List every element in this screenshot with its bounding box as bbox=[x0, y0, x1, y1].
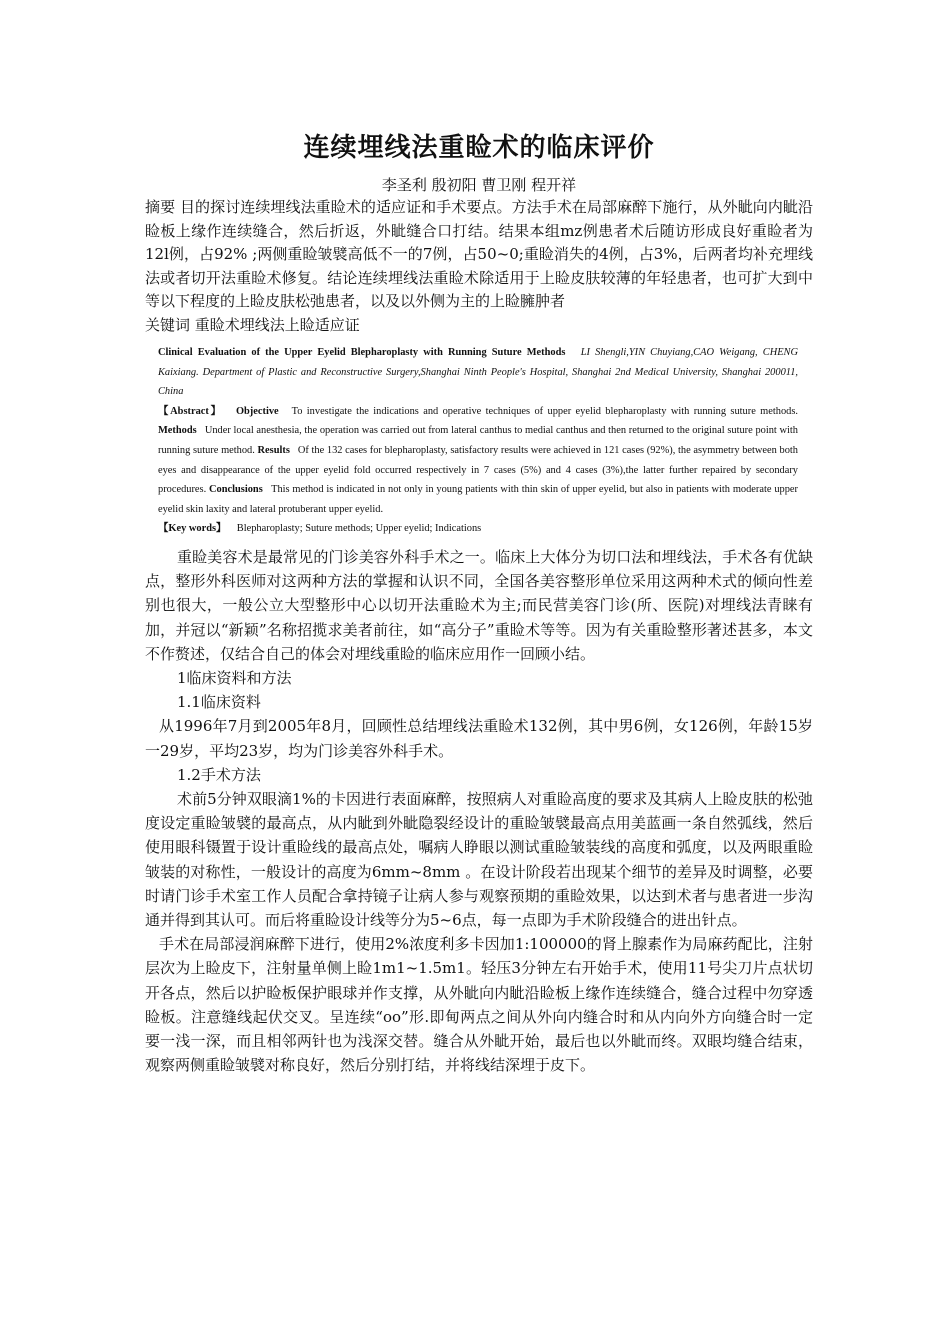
english-title: Clinical Evaluation of the Upper Eyelid Blepharoplasty with Running Suture Methods bbox=[158, 347, 566, 358]
article bbox=[145, 128, 813, 1077]
keywords-chinese: 关键词 重睑术埋线法上睑适应证 bbox=[145, 315, 360, 334]
objective-label: Objective bbox=[235, 405, 279, 417]
section-heading-1: 1临床资料和方法 bbox=[177, 668, 292, 687]
method-paragraph-2: 手术在局部浸润麻醉下进行，使用2%浓度利多卡因加1:100000的肾上腺素作为局麻药配比，注射层次为上睑皮下，注射量单侧上睑1m1~1.5m1。轻压3分钟左右开始手术，使用11号尖刀片点状切开各点，然后以护睑板保护眼球并作支撑，从外眦向内眦沿睑板上缘作连续缝合，缝合过程中勿穿透睑板。注意缝线起伏交叉。呈连续“oo”形.即甸两点之间从外向内缝合时和从内向外方向缝合时一定要一浅一深，而且相邻两针也为浅深交替。缝合从外眦开始，最后也以外眦而终。双眼均缝合结束，观察两侧重睑皱襞对称良好，然后分别打结，并将线结深埋于皮下。 bbox=[145, 935, 813, 1075]
author-list: 李圣利 殷初阳 曹卫刚 程开祥 bbox=[381, 176, 577, 194]
results-text: Of the 132 cases for blepharoplasty, satisfactory results were achieved in 121 cases (92%), the asymmetry between both eyes and disappearance of the upper eyelid fold occurred respectively in 7 cases (5%) and 4 cases (3%),the latter further repaired by secondary procedures. bbox=[158, 444, 798, 496]
abstract-label: 【Abstract】 bbox=[158, 405, 223, 417]
results-label: Results bbox=[257, 444, 290, 456]
english-authors: LI Shengli,YIN Chuyiang,CAO Weigang, CHENG Kaixiang. Department of Plastic and Reconstructive Surgery,Shanghai Ninth People's Hospital, Shanghai 2nd Medical University, Shanghai 200011, China bbox=[158, 347, 798, 398]
article-body bbox=[145, 545, 813, 1077]
section-heading-1-2: 1.2手术方法 bbox=[177, 765, 261, 784]
english-abstract bbox=[158, 343, 798, 539]
clinical-data-paragraph: 从1996年7月到2005年8月，回顾性总结埋线法重睑术132例，其中男6例，女126例，年龄15岁一29岁，平均23岁，均为门诊美容外科手术。 bbox=[145, 717, 813, 760]
intro-paragraph: 重睑美容术是最常见的门诊美容外科手术之一。临床上大体分为切口法和埋线法，手术各有优缺点，整形外科医师对这两种方法的掌握和认识不同，全国各美容整形单位采用这两种术式的倾向性差别也很大，一般公立大型整形中心以切开法重睑术为主;而民营美容门诊(所、医院)对埋线法青睐有加，并冠以“新颖”名称招揽求美者前往，如“高分子”重睑术等等。因为有关重睑整形著述甚多，本文不作赘述，仅结合自己的体会对埋线重睑的临床应用作一回顾小结。 bbox=[145, 547, 813, 663]
methods-text: Under local anesthesia, the operation was carried out from lateral canthus to medial canthus and then returned to the original suture point with running suture method. bbox=[158, 425, 798, 456]
section-heading-1-1: 1.1临床资料 bbox=[177, 693, 261, 712]
article-title: 连续埋线法重睑术的临床评价 bbox=[303, 133, 655, 163]
keywords-label: 【Key words】 bbox=[158, 523, 227, 535]
methods-label: Methods bbox=[158, 425, 197, 437]
conclusions-label: Conclusions bbox=[209, 484, 263, 496]
abstract-chinese: 摘要 目的探讨连续埋线法重睑术的适应证和手术要点。方法手术在局部麻醉下施行，从外眦向内眦沿睑板上缘作连续缝合，然后折返，外眦缝合口打结。结果本组mz例患者术后随访形成良好重睑者为12l例，占92% ;两侧重睑皱襞高低不一的7例，占50~0;重睑消失的4例，占3%，后两者均补充埋线法或者切开法重睑术修复。结论连续埋线法重睑术除适用于上睑皮肤较薄的年轻患者，也可扩大到中等以下程度的上睑皮肤松弛患者，以及以外侧为主的上睑臃肿者 bbox=[145, 198, 813, 310]
method-paragraph-1: 术前5分钟双眼滴1%的卡因进行表面麻醉，按照病人对重睑高度的要求及其病人上睑皮肤的松弛度设定重睑皱襞的最高点，从内眦到外眦隐裂经设计的重睑皱襞最高点用美蓝画一条自然弧线，然后使用眼科镊置于设计重睑线的最高点处，嘱病人睁眼以测试重睑皱装线的高度和弧度，以及两眼重睑皱装的对称性，一般设计的高度为6mm~8mm 。在设计阶段若出现某个细节的差异及时调整，必要时请门诊手术室工作人员配合拿持镜子让病人参与观察预期的重睑效果，以达到术者与患者进一步沟通并得到其认可。而后将重睑设计线等分为5~6点，每一点即为手术阶段缝合的进出针点。 bbox=[145, 789, 813, 929]
conclusions-text: This method is indicated in not only in young patients with thin skin of upper eyelid, but also in patients with moderate upper eyelid skin laxity and lateral protuberant upper eyelid. bbox=[158, 484, 798, 515]
objective-text: To investigate the indications and operative techniques of upper eyelid blepharoplasty with running suture methods. bbox=[291, 405, 798, 417]
keywords-english: Blepharoplasty; Suture methods; Upper eyelid; Indications bbox=[236, 523, 482, 535]
